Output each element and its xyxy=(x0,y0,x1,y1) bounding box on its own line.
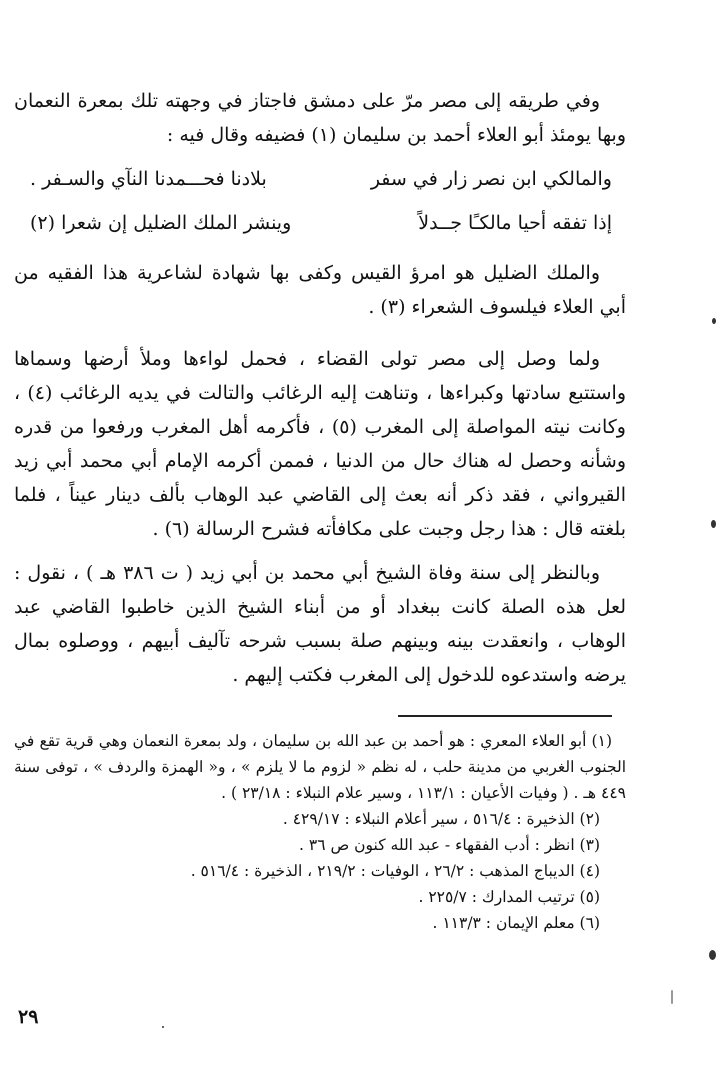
footnote-separator xyxy=(398,715,612,717)
footnote-4: (٤) الديباج المذهب : ٢٦/٢ ، الوفيات : ٢١٩/٢ ، الذخيرة : ٥١٦/٤ . xyxy=(190,862,600,880)
footnotes xyxy=(14,728,626,936)
scan-speck xyxy=(709,950,716,960)
verse-2-second-hemistich: وينشر الملك الضليل إن شعرا (٢) xyxy=(30,212,292,234)
footnote-3: (٣) انظر : أدب الفقهاء - عبد الله كنون ص ٣٦ . xyxy=(299,836,600,854)
footnote-1: (١) أبو العلاء المعري : هو أحمد بن عبد الله بن سليمان ، ولد بمعرة النعمان وهي قرية تقع في الجنوب الغربي من مدينة حلب ، له نظم « لزوم ما لا يلزم » ، و« الهمزة والردف » ، توفى سنة ٤٤٩ هـ . ( وفيات الأعيان : ١١٣/١ ، وسير علام النبلاء : ٢٣/١٨ ) . xyxy=(14,732,626,802)
main-text xyxy=(14,84,626,692)
footnote-6: (٦) معلم الإيمان : ١١٣/٣ . xyxy=(432,914,600,932)
verse-1-second-hemistich: بلادنا فحـــمدنا النآي والسـفر . xyxy=(30,168,267,190)
footnote-5: (٥) ترتيب المدارك : ٢٢٥/٧ . xyxy=(418,888,600,906)
poem-verse-2 xyxy=(14,206,626,240)
scan-speck xyxy=(711,520,716,528)
paragraph-4: وبالنظر إلى سنة وفاة الشيخ أبي محمد بن أبي زيد ( ت ٣٨٦ هـ ) ، نقول : لعل هذه الصلة كانت ببغداد أو من أبناء الشيخ الذين خاطبوا القاضي عبد الوهاب ، وانعقدت بينه وبينهم صلة بسبب شرحه تآليف أبيهم ، ووصلوه بمال يرضه واستدعوه للدخول إلى المغرب فكتب إليهم . xyxy=(14,562,626,686)
verse-2-first-hemistich: إذا تفقه أحيا مالكـًا جــدلاً xyxy=(418,212,612,234)
verse-1-first-hemistich: والمالكي ابن نصر زار في سفر xyxy=(370,168,612,190)
paragraph-1: وفي طريقه إلى مصر مرّ على دمشق فاجتاز في وجهته تلك بمعرة النعمان وبها يومئذ أبو العلاء أحمد بن سليمان (١) فضيفه وقال فيه : xyxy=(14,90,626,146)
paragraph-2: والملك الضليل هو امرؤ القيس وكفى بها شهادة لشاعرية هذا الفقيه من أبي العلاء فيلسوف الشعراء (٣) . xyxy=(14,262,626,318)
footnote-2: (٢) الذخيرة : ٥١٦/٤ ، سير أعلام النبلاء : ٤٢٩/١٧ . xyxy=(282,810,600,828)
scan-speck xyxy=(712,318,716,324)
paragraph-3: ولما وصل إلى مصر تولى القضاء ، فحمل لواءها وملأ أرضها وسماها واستتبع سادتها وكبراءها ، وتناهت إليه الرغائب والتالت في يديه الرغائب (٤) ، وكانت نيته المواصلة إلى المغرب (٥) ، فأكرمه أهل المغرب ورفعوا من قدره وشأنه وحصل له هناك حال من الدنيا ، فممن أكرمه الإمام أبي محمد أبي زيد القيرواني ، فقد ذكر أنه بعث إلى القاضي عبد الوهاب بألف دينار عيناً ، فلما بلغته قال : هذا رجل وجبت على مكافأته فشرح الرسالة (٦) . xyxy=(14,348,626,540)
poem xyxy=(14,162,626,240)
scan-speck xyxy=(671,990,673,1004)
page-number: ٢٩ xyxy=(18,1006,39,1028)
scan-speck xyxy=(162,1026,164,1028)
poem-verse-1 xyxy=(14,162,626,196)
